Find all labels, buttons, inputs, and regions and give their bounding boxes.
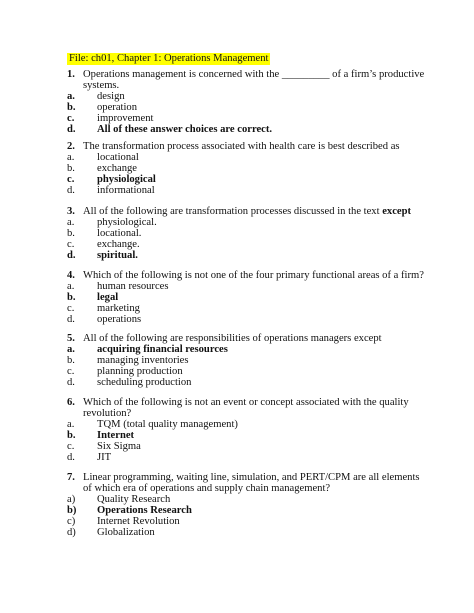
question-2 — [67, 141, 427, 196]
question-text: The transformation process associated with health care is best described as — [83, 141, 400, 152]
question-number: 7. — [67, 472, 75, 483]
option-5a: a. acquiring financial resources — [67, 344, 228, 356]
option-7d: d) Globalization — [67, 527, 155, 539]
question-number: 2. — [67, 141, 75, 152]
question-7 — [67, 472, 427, 539]
option-4d: d. operations — [67, 314, 142, 326]
question-text: All of the following are transformation processes discussed in the text except — [83, 206, 412, 217]
option-2b: b. exchange — [67, 163, 137, 175]
option-1c: c. improvement — [67, 113, 154, 125]
question-text: Which of the following is not one of the four primary functional areas of a firm? — [83, 270, 424, 281]
question-text: All of the following are responsibilities of operations managers except — [83, 333, 382, 344]
option-4b: b. legal — [67, 292, 119, 304]
question-text: Linear programming, waiting line, simulation, and PERT/CPM are all elements of which era of operations and supply chain management? — [83, 472, 420, 495]
option-1d: d. All of these answer choices are correct. — [67, 124, 273, 136]
option-3a: a. physiological. — [67, 217, 157, 229]
option-3c: c. exchange. — [67, 239, 140, 251]
option-6c: c. Six Sigma — [67, 441, 141, 453]
option-7c: c) Internet Revolution — [67, 516, 180, 528]
option-7b: b) Operations Research — [67, 505, 192, 517]
question-number: 6. — [67, 397, 75, 408]
option-6b: b. Internet — [67, 430, 135, 442]
option-1b: b. operation — [67, 102, 138, 114]
option-6a: a. TQM (total quality management) — [67, 419, 238, 431]
question-text: Which of the following is not an event or concept associated with the quality revolution? — [83, 397, 409, 420]
option-4c: c. marketing — [67, 303, 140, 315]
option-3b: b. locational. — [67, 228, 142, 240]
question-number: 4. — [67, 270, 75, 281]
option-2a: a. locational — [67, 152, 139, 164]
option-5d: d. scheduling production — [67, 377, 192, 389]
question-6 — [67, 397, 427, 464]
option-2c: c. physiological — [67, 174, 156, 186]
question-4 — [67, 270, 427, 325]
option-2d: d. informational — [67, 185, 155, 197]
option-1a: a. design — [67, 91, 125, 103]
option-5c: c. planning production — [67, 366, 183, 378]
question-5 — [67, 333, 427, 388]
question-number: 1. — [67, 69, 75, 80]
question-1 — [67, 69, 427, 136]
option-5b: b. managing inventories — [67, 355, 189, 367]
question-text: Operations management is concerned with the _________ of a firm’s productive systems. — [83, 69, 425, 92]
document-header: File: ch01, Chapter 1: Operations Management — [69, 53, 269, 64]
option-6d: d. JIT — [67, 452, 112, 464]
question-number: 3. — [67, 206, 75, 217]
option-7a: a) Quality Research — [67, 494, 171, 506]
question-3 — [67, 206, 427, 261]
option-4a: a. human resources — [67, 281, 169, 293]
question-number: 5. — [67, 333, 75, 344]
option-3d: d. spiritual. — [67, 250, 138, 262]
